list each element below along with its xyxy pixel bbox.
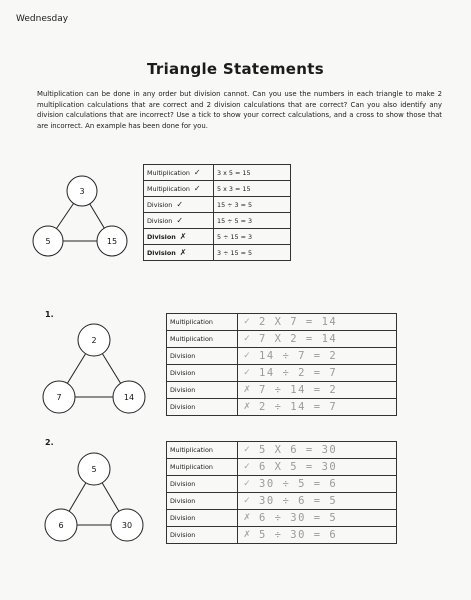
calculation-type-label: Division: [147, 217, 173, 225]
right-number: 30: [121, 521, 133, 530]
handwritten-answer: 5 X 6 = 30: [259, 444, 338, 456]
handwritten-answer: 14 ÷ 2 = 7: [259, 367, 338, 379]
answer-row: [167, 331, 397, 348]
handwritten-mark-icon: ✗: [238, 399, 257, 416]
calculation-type-label: Division: [147, 201, 173, 209]
handwritten-answer-cell[interactable]: [256, 459, 397, 476]
handwritten-mark-icon: ✓: [238, 331, 257, 348]
calculation-type-label: Multiplication: [167, 314, 238, 331]
question-number: 1.: [45, 310, 54, 319]
calculation-type-label: Division: [147, 233, 176, 241]
question-2-triangle: [42, 451, 152, 551]
calculation-type-cell: [144, 245, 214, 261]
handwritten-mark-icon: ✗: [238, 382, 257, 399]
handwritten-mark-icon: ✓: [238, 365, 257, 382]
calculation-type-label: Division: [167, 399, 238, 416]
mark-icon: ✓: [176, 216, 184, 225]
example-triangle: [30, 173, 130, 263]
example-table: [143, 164, 291, 261]
handwritten-mark-icon: ✓: [238, 476, 257, 493]
instructions: Multiplication can be done in any order but division cannot. Can you use the numbers in each triangle to make 2 multiplication calculations that are correct and 2 division calculations that are correct? Can you also identify any division calculations that are incorrect? Use a tick to show your correct calculations, and a cross to show those that are incorrect. An example has been done for you.: [37, 90, 442, 130]
example-row: [144, 245, 291, 261]
question-1-triangle: [42, 322, 152, 422]
answer-row: [167, 314, 397, 331]
handwritten-answer: 6 X 5 = 30: [259, 461, 338, 473]
mark-icon: ✗: [179, 232, 187, 241]
top-number: 5: [91, 465, 97, 474]
left-number: 6: [58, 521, 64, 530]
calculation-type-label: Multiplication: [167, 331, 238, 348]
calculation-type-label: Division: [147, 249, 176, 257]
example-row: [144, 229, 291, 245]
handwritten-answer-cell[interactable]: [256, 442, 397, 459]
question-number: 2.: [45, 438, 54, 447]
handwritten-mark-icon: ✓: [238, 442, 257, 459]
handwritten-mark-icon: ✗: [238, 527, 257, 544]
answer-row: [167, 348, 397, 365]
left-number: 5: [45, 237, 51, 246]
calculation-type-label: Division: [167, 365, 238, 382]
calculation-cell: 15 ÷ 3 = 5: [214, 197, 291, 213]
handwritten-answer-cell[interactable]: [256, 365, 397, 382]
left-number: 7: [56, 393, 62, 402]
handwritten-answer: 7 ÷ 14 = 2: [259, 384, 338, 396]
top-number: 3: [79, 187, 85, 196]
question-1-table: [166, 313, 397, 416]
answer-row: [167, 382, 397, 399]
mark-icon: ✓: [193, 184, 201, 193]
example-row: [144, 165, 291, 181]
answer-row: [167, 459, 397, 476]
handwritten-answer: 2 ÷ 14 = 7: [259, 401, 338, 413]
right-number: 14: [123, 393, 135, 402]
handwritten-mark-icon: ✓: [238, 314, 257, 331]
calculation-type-label: Multiplication: [167, 459, 238, 476]
handwritten-mark-icon: ✗: [238, 510, 257, 527]
calculation-type-label: Multiplication: [147, 169, 190, 177]
handwritten-mark-icon: ✓: [238, 459, 257, 476]
right-number: 15: [106, 237, 118, 246]
handwritten-answer-cell[interactable]: [256, 510, 397, 527]
calculation-cell: 5 x 3 = 15: [214, 181, 291, 197]
answer-row: [167, 399, 397, 416]
calculation-type-label: Division: [167, 382, 238, 399]
calculation-type-label: Division: [167, 510, 238, 527]
mark-icon: ✓: [193, 168, 201, 177]
handwritten-mark-icon: ✓: [238, 348, 257, 365]
handwritten-answer-cell[interactable]: [256, 527, 397, 544]
mark-icon: ✓: [176, 200, 184, 209]
handwritten-answer: 30 ÷ 6 = 5: [259, 495, 338, 507]
answer-row: [167, 476, 397, 493]
handwritten-answer-cell[interactable]: [256, 331, 397, 348]
calculation-type-label: Division: [167, 348, 238, 365]
calculation-type-label: Division: [167, 527, 238, 544]
calculation-type-label: Division: [167, 476, 238, 493]
mark-icon: ✗: [179, 248, 187, 257]
handwritten-answer: 2 X 7 = 14: [259, 316, 338, 328]
handwritten-answer-cell[interactable]: [256, 348, 397, 365]
top-number: 2: [91, 336, 97, 345]
calculation-cell: 3 x 5 = 15: [214, 165, 291, 181]
question-2-table: [166, 441, 397, 544]
calculation-type-cell: [144, 213, 214, 229]
calculation-type-cell: [144, 165, 214, 181]
page-title: Triangle Statements: [147, 60, 324, 78]
handwritten-answer: 5 ÷ 30 = 6: [259, 529, 338, 541]
calculation-type-cell: [144, 181, 214, 197]
calculation-type-label: Multiplication: [167, 442, 238, 459]
handwritten-mark-icon: ✓: [238, 493, 257, 510]
answer-row: [167, 527, 397, 544]
example-row: [144, 213, 291, 229]
handwritten-answer: 6 ÷ 30 = 5: [259, 512, 338, 524]
handwritten-answer-cell[interactable]: [256, 314, 397, 331]
answer-row: [167, 493, 397, 510]
calculation-type-cell: [144, 229, 214, 245]
handwritten-answer-cell[interactable]: [256, 382, 397, 399]
calculation-type-cell: [144, 197, 214, 213]
handwritten-answer: 30 ÷ 5 = 6: [259, 478, 338, 490]
answer-row: [167, 510, 397, 527]
handwritten-answer: 7 X 2 = 14: [259, 333, 338, 345]
answer-row: [167, 442, 397, 459]
handwritten-answer-cell[interactable]: [256, 476, 397, 493]
calculation-type-label: Division: [167, 493, 238, 510]
calculation-cell: 3 ÷ 15 = 5: [214, 245, 291, 261]
example-row: [144, 181, 291, 197]
answer-row: [167, 365, 397, 382]
calculation-cell: 5 ÷ 15 = 3: [214, 229, 291, 245]
example-row: [144, 197, 291, 213]
handwritten-answer: 14 ÷ 7 = 2: [259, 350, 338, 362]
day-label: Wednesday: [16, 14, 69, 24]
calculation-type-label: Multiplication: [147, 185, 190, 193]
handwritten-answer-cell[interactable]: [256, 493, 397, 510]
handwritten-answer-cell[interactable]: [256, 399, 397, 416]
calculation-cell: 15 ÷ 5 = 3: [214, 213, 291, 229]
